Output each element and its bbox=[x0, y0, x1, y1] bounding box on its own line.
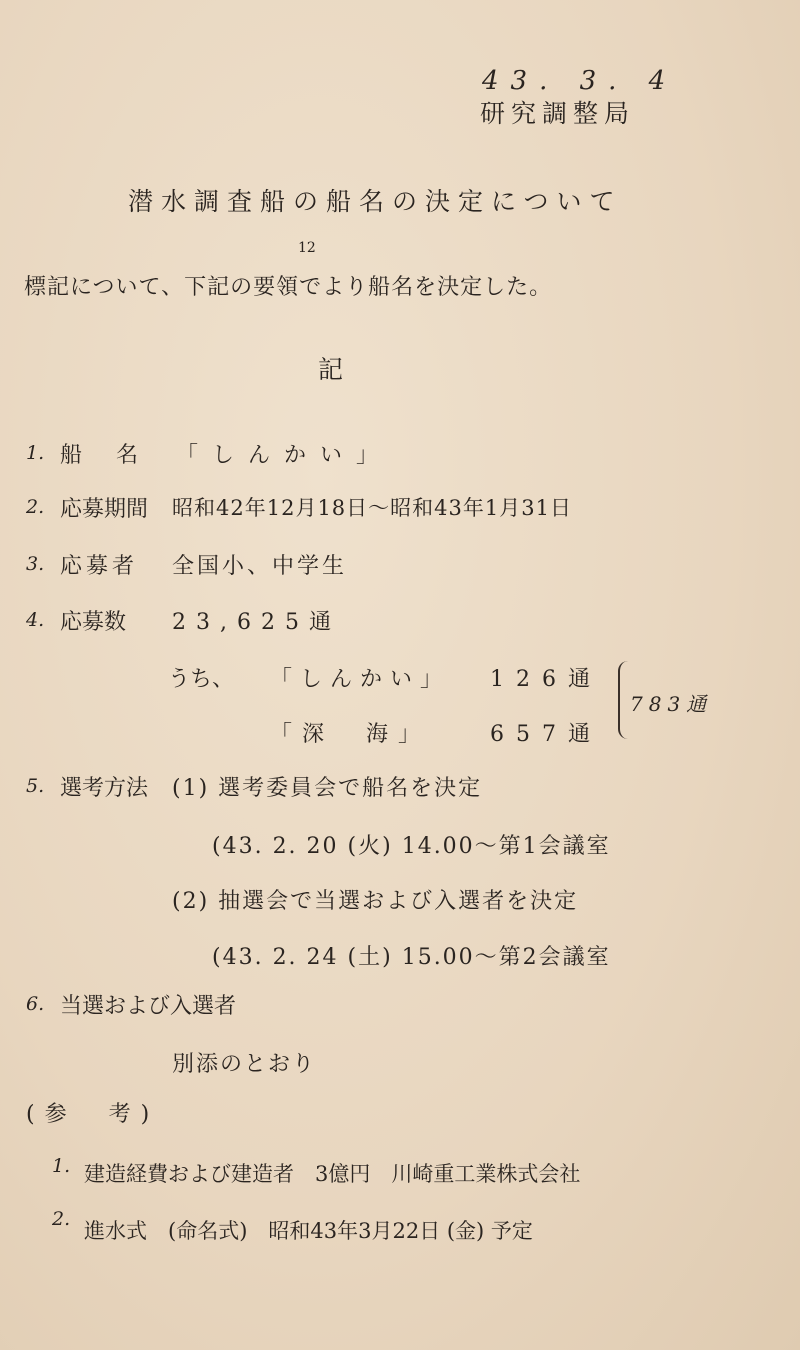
breakdown-name: 「しんかい」 bbox=[270, 667, 451, 692]
item-label: 応募期間 bbox=[60, 497, 149, 522]
item-value: 昭和42年12月18日〜昭和43年1月31日 bbox=[172, 496, 572, 520]
winners-note: 別添のとおり bbox=[172, 1052, 317, 1077]
selection-line: (2) 抽選会で当選および入選者を決定 bbox=[172, 889, 579, 914]
item-number: 6. bbox=[26, 993, 45, 1015]
breakdown-prefix: うち、 bbox=[168, 667, 235, 692]
intro-text: 標記について、下記の要領でより船名を決定した。 bbox=[24, 275, 553, 300]
reference-number: 2. bbox=[52, 1208, 71, 1230]
breakdown-total: 783通 bbox=[630, 692, 713, 716]
document-title: 潜水調査船の船名の決定について bbox=[128, 187, 623, 216]
item-label: 当選および入選者 bbox=[60, 994, 237, 1019]
item-value: 「しんかい」 bbox=[176, 443, 393, 468]
selection-detail: (43. 2. 24 (土) 15.00〜第2会議室 bbox=[212, 945, 611, 970]
item-label: 船 名 bbox=[60, 443, 145, 468]
breakdown-name: 「深 海」 bbox=[270, 722, 431, 747]
reference-number: 1. bbox=[52, 1155, 71, 1177]
item-value: 全国小、中学生 bbox=[172, 554, 348, 579]
item-number: 3. bbox=[26, 553, 45, 575]
ki-heading: 記 bbox=[318, 355, 346, 384]
reference-item: 進水式 (命名式) 昭和43年3月22日 (金) 予定 bbox=[84, 1219, 533, 1243]
item-label: 選考方法 bbox=[60, 776, 149, 801]
item-number: 1. bbox=[26, 442, 45, 464]
item-number: 4. bbox=[26, 609, 45, 631]
selection-detail: (43. 2. 20 (火) 14.00〜第1会議室 bbox=[212, 834, 611, 859]
reference-heading: (参 考) bbox=[26, 1102, 160, 1127]
item-number: 2. bbox=[26, 496, 45, 518]
item-label: 応募者 bbox=[60, 554, 139, 579]
item-label: 応募数 bbox=[60, 610, 127, 635]
header-date: 43. 3. 4 bbox=[482, 66, 678, 96]
breakdown-count: 657通 bbox=[490, 722, 602, 747]
item-value: 23,625通 bbox=[172, 610, 341, 635]
breakdown-count: 126通 bbox=[490, 667, 602, 692]
reference-item: 建造経費および建造者 3億円 川崎重工業株式会社 bbox=[84, 1162, 581, 1186]
handwritten-annotation: 12 bbox=[298, 240, 316, 256]
item-number: 5. bbox=[26, 775, 45, 797]
header-org: 研究調整局 bbox=[480, 99, 636, 128]
item-value: (1) 選考委員会で船名を決定 bbox=[172, 776, 483, 801]
